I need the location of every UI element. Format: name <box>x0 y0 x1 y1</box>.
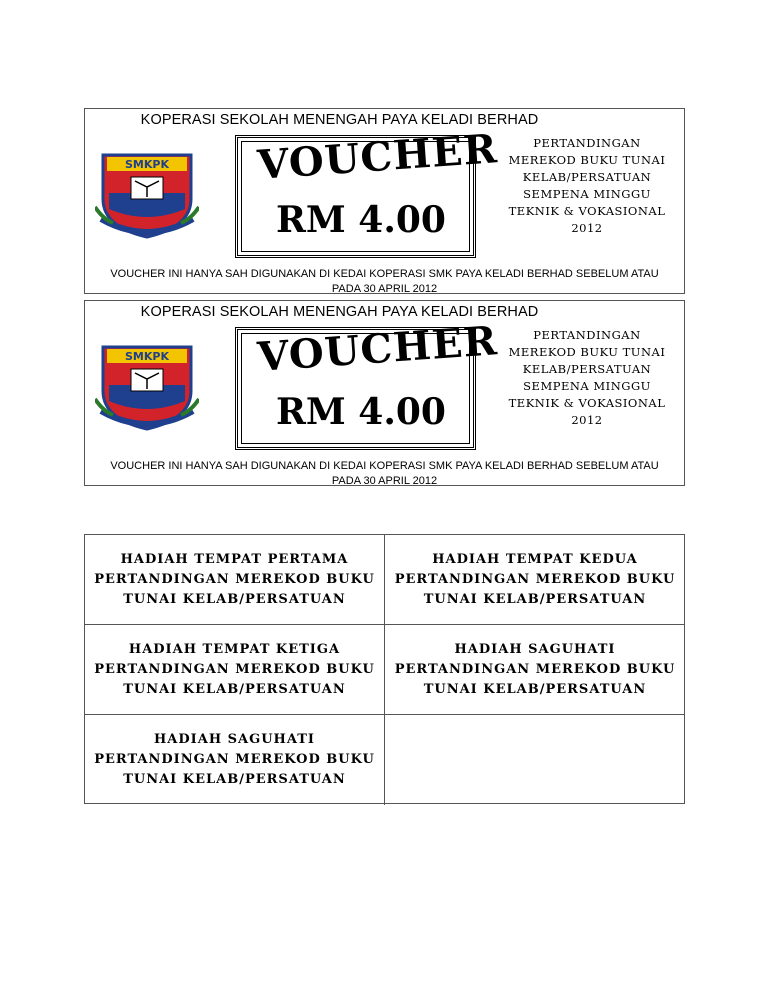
info-line: SEMPENA MINGGU <box>523 379 651 393</box>
voucher-card <box>84 300 685 486</box>
logo-text: SMKPK <box>125 158 169 171</box>
prize-cell <box>85 625 385 715</box>
terms-line-1: VOUCHER INI HANYA SAH DIGUNAKAN DI KEDAI KOPERASI SMK PAYA KELADI BERHAD SEBELUM ATAU <box>110 268 659 280</box>
competition-info <box>497 327 677 429</box>
prize-title: HADIAH SAGUHATI <box>454 641 616 657</box>
prize-line: PERTANDINGAN MEREKOD BUKU <box>94 571 375 587</box>
info-line: PERTANDINGAN <box>533 136 641 150</box>
voucher-header: KOPERASI SEKOLAH MENENGAH PAYA KELADI BERHAD <box>140 112 539 128</box>
school-logo <box>95 339 199 433</box>
terms-line-2: PADA 30 APRIL 2012 <box>331 475 438 487</box>
logo-text: SMKPK <box>125 350 169 363</box>
prize-cell <box>85 715 385 805</box>
prize-cell <box>385 535 685 625</box>
prize-line: TUNAI KELAB/PERSATUAN <box>123 681 346 697</box>
school-logo <box>95 147 199 241</box>
prize-line: TUNAI KELAB/PERSATUAN <box>123 591 346 607</box>
prize-title: HADIAH TEMPAT KETIGA <box>128 641 341 657</box>
prize-title: HADIAH TEMPAT PERTAMA <box>120 551 349 567</box>
voucher-amount: RM 4.00 <box>276 199 446 241</box>
info-line: TEKNIK & VOKASIONAL <box>508 396 666 410</box>
voucher-stamp <box>235 317 500 450</box>
voucher-title: VOUCHER <box>256 125 500 189</box>
prize-title: HADIAH SAGUHATI <box>154 732 315 747</box>
voucher-card <box>84 108 685 294</box>
info-line: TEKNIK & VOKASIONAL <box>508 204 666 218</box>
terms-line-1: VOUCHER INI HANYA SAH DIGUNAKAN DI KEDAI KOPERASI SMK PAYA KELADI BERHAD SEBELUM ATAU <box>110 460 659 472</box>
competition-info <box>497 135 677 237</box>
voucher-header: KOPERASI SEKOLAH MENENGAH PAYA KELADI BERHAD <box>140 304 539 320</box>
prize-cell <box>385 625 685 715</box>
voucher-title: VOUCHER <box>256 317 500 381</box>
info-line: 2012 <box>571 413 603 427</box>
prize-line: PERTANDINGAN MEREKOD BUKU <box>394 661 676 677</box>
voucher-stamp <box>235 125 500 258</box>
info-line: KELAB/PERSATUAN <box>522 362 652 376</box>
prize-line: PERTANDINGAN MEREKOD BUKU <box>394 571 676 587</box>
prize-title: HADIAH TEMPAT KEDUA <box>432 551 638 567</box>
prize-cell <box>85 535 385 625</box>
prize-line: TUNAI KELAB/PERSATUAN <box>423 591 647 607</box>
prize-line: PERTANDINGAN MEREKOD BUKU <box>94 752 375 767</box>
info-line: MEREKOD BUKU TUNAI <box>508 345 666 359</box>
prize-line: PERTANDINGAN MEREKOD BUKU <box>94 661 375 677</box>
info-line: PERTANDINGAN <box>533 328 641 342</box>
prize-label-table <box>84 534 685 804</box>
voucher-amount: RM 4.00 <box>276 391 446 433</box>
info-line: 2012 <box>571 221 603 235</box>
info-line: KELAB/PERSATUAN <box>522 170 652 184</box>
terms-line-2: PADA 30 APRIL 2012 <box>331 283 438 295</box>
prize-line: TUNAI KELAB/PERSATUAN <box>423 681 647 697</box>
voucher-terms <box>91 459 678 489</box>
voucher-terms <box>91 267 678 297</box>
prize-line: TUNAI KELAB/PERSATUAN <box>123 772 346 787</box>
info-line: SEMPENA MINGGU <box>523 187 651 201</box>
info-line: MEREKOD BUKU TUNAI <box>508 153 666 167</box>
empty-cell <box>385 715 685 805</box>
